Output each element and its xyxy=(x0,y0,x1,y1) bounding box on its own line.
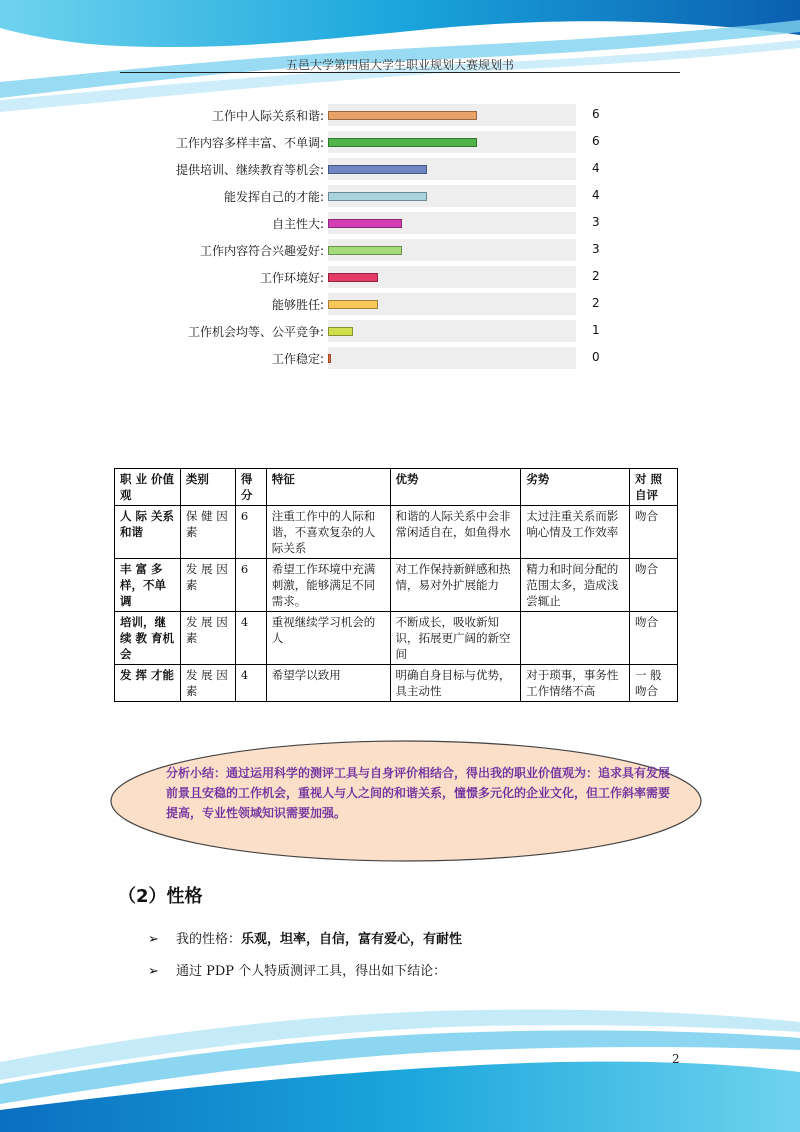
chart-category-label: 能够胜任: xyxy=(271,298,324,312)
cell-weakness: 精力和时间分配的范围太多，造成浅尝辄止 xyxy=(521,559,630,612)
chart-value-label: 1 xyxy=(592,323,600,337)
bullet-prefix: 我的性格： xyxy=(176,932,242,947)
chart-row xyxy=(150,185,610,207)
cell-feature: 注重工作中的人际和谐，不喜欢复杂的人际关系 xyxy=(266,506,390,559)
chart-row xyxy=(150,293,610,315)
chart-value-label: 6 xyxy=(592,107,600,121)
chart-bar-track xyxy=(328,320,576,342)
personality-traits: 乐观，坦率，自信，富有爱心，有耐性 xyxy=(241,932,463,947)
cell-weakness: 太过注重关系而影响心情及工作效率 xyxy=(521,506,630,559)
chart-value-label: 2 xyxy=(592,296,600,310)
chart-bar xyxy=(328,246,402,255)
cell-self-eval: 吻合 xyxy=(630,506,678,559)
cell-score: 4 xyxy=(235,665,266,702)
chart-row xyxy=(150,212,610,234)
chart-bar xyxy=(328,165,427,174)
document-header-title: 五邑大学第四届大学生职业规划大赛规划书 xyxy=(285,58,514,72)
chart-category-label: 工作环境好: xyxy=(259,271,324,285)
chart-category-label: 工作机会均等、公平竞争: xyxy=(187,325,324,339)
cell-score: 6 xyxy=(235,559,266,612)
chart-row xyxy=(150,347,610,369)
header-cell-self-eval: 对 照 自评 xyxy=(630,469,678,506)
cell-category: 保 健 因素 xyxy=(180,506,235,559)
arrow-bullet-icon: ➢ xyxy=(148,964,159,979)
chart-row xyxy=(150,239,610,261)
pdp-conclusion-text: 通过 PDP 个人特质测评工具，得出如下结论： xyxy=(176,964,447,979)
cell-self-eval: 一 般 吻合 xyxy=(630,665,678,702)
cell-category: 发 展 因素 xyxy=(180,665,235,702)
chart-category-label: 能发挥自己的才能: xyxy=(223,190,324,204)
cell-category: 发 展 因素 xyxy=(180,559,235,612)
chart-category-label: 工作内容多样丰富、不单调: xyxy=(175,136,324,150)
cell-feature: 希望工作环境中充满刺激，能够满足不同需求。 xyxy=(266,559,390,612)
chart-value-label: 0 xyxy=(592,350,600,364)
chart-value-label: 2 xyxy=(592,269,600,283)
cell-value: 培训，继续 教 育机会 xyxy=(115,612,181,665)
chart-value-label: 6 xyxy=(592,134,600,148)
cell-self-eval: 吻合 xyxy=(630,612,678,665)
cell-value: 丰 富 多样，不单调 xyxy=(115,559,181,612)
chart-category-label: 工作稳定: xyxy=(271,352,324,366)
chart-bar-track xyxy=(328,347,576,369)
table-row xyxy=(115,612,678,665)
cell-score: 4 xyxy=(235,612,266,665)
header-cell-strength: 优势 xyxy=(390,469,521,506)
cell-weakness xyxy=(521,612,630,665)
section-title-personality: （2）性格 xyxy=(118,886,203,907)
header-cell-score: 得分 xyxy=(235,469,266,506)
table-row xyxy=(115,665,678,702)
chart-row xyxy=(150,266,610,288)
cell-strength: 和谐的人际关系中会非常闲适自在，如鱼得水 xyxy=(390,506,521,559)
header-divider xyxy=(120,72,680,73)
chart-value-label: 4 xyxy=(592,161,600,175)
footer-wave-decoration xyxy=(0,992,800,1132)
header-cell-value: 职 业 价值观 xyxy=(115,469,181,506)
table-row xyxy=(115,506,678,559)
table-header-row xyxy=(115,469,678,506)
chart-category-label: 提供培训、继续教育等机会: xyxy=(175,163,324,177)
cell-strength: 明确自身目标与优势，具主动性 xyxy=(390,665,521,702)
chart-bar xyxy=(328,111,477,120)
bullet-item-personality xyxy=(148,928,462,947)
career-values-table xyxy=(114,468,678,702)
cell-self-eval: 吻合 xyxy=(630,559,678,612)
header-cell-weakness: 劣势 xyxy=(521,469,630,506)
chart-bar xyxy=(328,300,378,309)
cell-strength: 对工作保持新鲜感和热情，易对外扩展能力 xyxy=(390,559,521,612)
table-row xyxy=(115,559,678,612)
header-cell-feature: 特征 xyxy=(266,469,390,506)
cell-feature: 重视继续学习机会的人 xyxy=(266,612,390,665)
chart-value-label: 4 xyxy=(592,188,600,202)
chart-category-label: 工作中人际关系和谐: xyxy=(211,109,324,123)
chart-bar xyxy=(328,273,378,282)
cell-feature: 希望学以致用 xyxy=(266,665,390,702)
analysis-summary: 分析小结：通过运用科学的测评工具与自身评价相结合，得出我的职业价值观为：追求具有发展前景且安稳的工作机会，重视人与人之间的和谐关系，憧憬多元化的企业文化，但工作斜率需要提高，专业性领域知识需要加强。 xyxy=(166,766,671,820)
chart-category-label: 自主性大: xyxy=(271,217,324,231)
work-values-bar-chart xyxy=(150,96,610,386)
cell-category: 发 展 因素 xyxy=(180,612,235,665)
chart-bar xyxy=(328,219,402,228)
chart-row xyxy=(150,320,610,342)
cell-value: 人 际 关系和谐 xyxy=(115,506,181,559)
cell-value: 发 挥 才能 xyxy=(115,665,181,702)
chart-bar xyxy=(328,327,353,336)
chart-row xyxy=(150,131,610,153)
cell-weakness: 对于琐事，事务性工作情绪不高 xyxy=(521,665,630,702)
header-cell-category: 类别 xyxy=(180,469,235,506)
bullet-item-pdp xyxy=(148,960,446,979)
chart-category-label: 工作内容符合兴趣爱好: xyxy=(199,244,324,258)
chart-value-label: 3 xyxy=(592,242,600,256)
chart-bar xyxy=(328,354,331,363)
cell-strength: 不断成长，吸收新知识，拓展更广阔的新空间 xyxy=(390,612,521,665)
page-number: 2 xyxy=(672,1052,680,1066)
chart-value-label: 3 xyxy=(592,215,600,229)
chart-bar xyxy=(328,138,477,147)
chart-row xyxy=(150,158,610,180)
cell-score: 6 xyxy=(235,506,266,559)
chart-bar xyxy=(328,192,427,201)
chart-row xyxy=(150,104,610,126)
arrow-bullet-icon: ➢ xyxy=(148,932,159,947)
